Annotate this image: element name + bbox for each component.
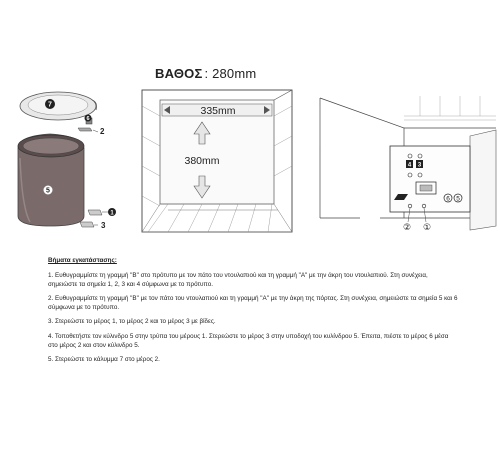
depth-label: ΒΑΘΟΣ: [155, 66, 203, 81]
cabinet-dimensions-illustration: [138, 86, 298, 238]
part-1-label: 1: [110, 210, 114, 217]
detail-label-3: 3: [417, 162, 422, 169]
part-7-label: 7: [48, 101, 52, 109]
lid-part: [20, 92, 97, 120]
detail-label-2: ②: [402, 222, 412, 232]
depth-heading: [155, 66, 256, 81]
detail-label-5: 5: [456, 195, 460, 203]
detail-label-6: 6: [446, 195, 450, 203]
instruction-step-3: 3. Στερεώστε το μέρος 1, το μέρος 2 και το μέρος 3 με βίδες.: [48, 318, 216, 326]
height-label: 380mm: [184, 155, 220, 167]
instruction-step-5: 5. Στερεώστε το κάλυμμα 7 στο μέρος 2.: [48, 356, 160, 364]
part-5-label: 5: [46, 187, 50, 195]
detail-label-1: ①: [422, 222, 432, 232]
instruction-step-4: 4. Τοποθετήστε τον κύλινδρο 5 στην τρύπα του μέρους 1. Στερεώστε το μέρος 3 στην υποδοχή του κυλίνδρου 5. Έπειτα, πιέστε το μέρος 6 μέσα στο μέρος 2 και στον κύλινδρο 5.: [48, 333, 449, 349]
instruction-step-2: 2. Ευθυγραμμίστε τη γραμμή "Β" με τον πάτο του ντουλαπιού και τη γραμμή "Α" με την άκρη της πόρτας. Στη συνέχεια, σημειώστε τα σημεία 5 και 6 σύμφωνα με το πρότυπο.: [48, 295, 458, 311]
depth-value: : 280mm: [204, 66, 257, 81]
instructions-title: Βήματα εγκατάστασης:: [48, 257, 117, 264]
instruction-step-1: 1. Ευθυγραμμίστε τη γραμμή "Β" στο πρότυπο με τον πάτο του ντουλαπιού και τη γραμμή "Α" με την άκρη του ντουλαπιού. Στη συνέχεια, σημειώστε τα σημεία 1, 2, 3 και 4 σύμφωνα με το πρότυπο.: [48, 272, 428, 288]
template-placement-illustration: [320, 86, 496, 236]
detail-label-4: 4: [407, 162, 412, 169]
part-6-label: 6: [86, 116, 90, 122]
part-2-label: 2: [100, 127, 105, 136]
installation-instructions: [48, 257, 458, 371]
part-3-label: 3: [101, 221, 106, 230]
bin-body: [18, 134, 84, 226]
bin-parts-illustration: [8, 88, 128, 238]
width-label: 335mm: [200, 105, 236, 117]
cabinet-door: [470, 130, 496, 230]
